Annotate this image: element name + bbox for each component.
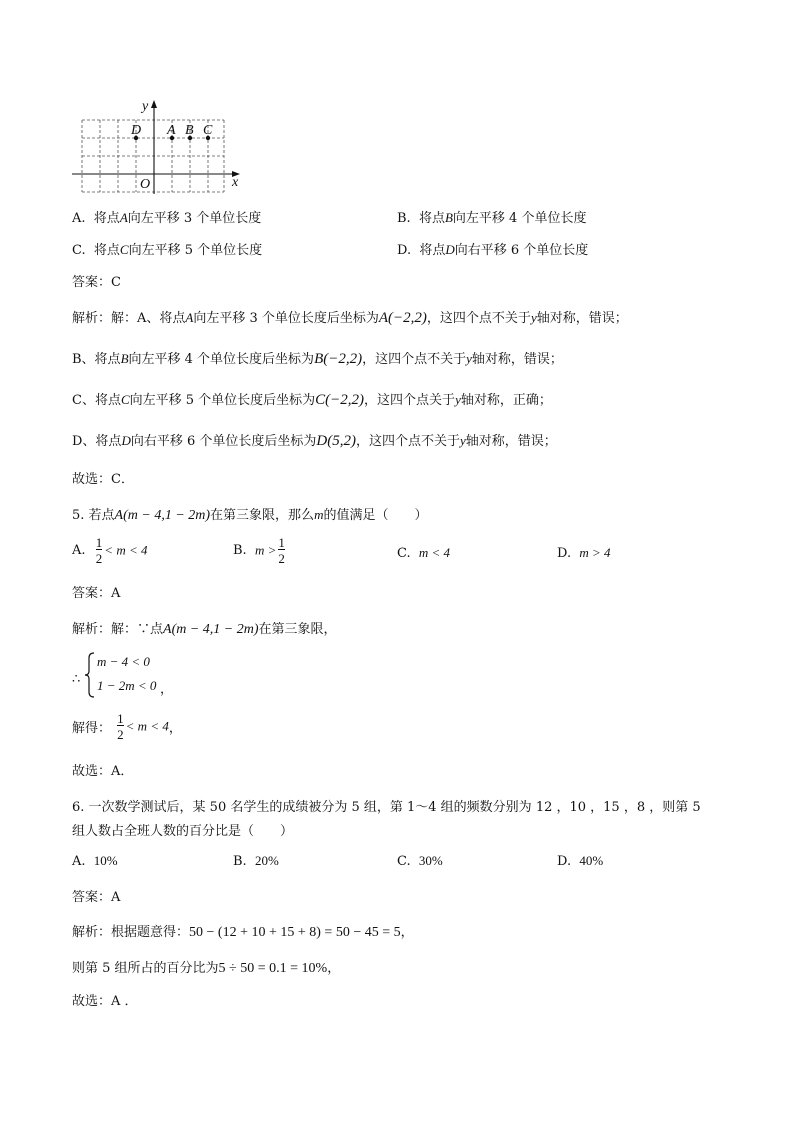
q4-option-b (397, 207, 586, 226)
y-axis-arrow-icon (151, 100, 157, 108)
fraction (278, 536, 285, 565)
var: D (121, 433, 131, 448)
q4-analysis-line-b (72, 348, 563, 368)
coordinate-grid-figure (68, 96, 248, 196)
q4-option-c (72, 239, 262, 258)
denominator: 2 (117, 727, 124, 742)
text: D、将点 (72, 434, 122, 449)
text: ，这四个点不关于 (355, 434, 460, 449)
option-text: 将点 (93, 211, 120, 226)
coordinate: A(−2,2) (378, 310, 427, 326)
text: 在第三象限， (258, 622, 337, 637)
q6-option-c (397, 853, 443, 869)
text: B、将点 (72, 352, 121, 367)
q4-answer: 答案：C (72, 275, 121, 290)
inequality: < m < 4 (104, 542, 148, 558)
text: C、将点 (72, 393, 121, 408)
numerator: 1 (278, 535, 285, 550)
q6-option-a (72, 853, 118, 869)
option-letter: B. (397, 211, 411, 226)
text: 向左平移 3 个单位长度后坐标为 (193, 311, 379, 326)
text: 解析：解：A、将点 (72, 311, 186, 326)
text: ，这四个点关于 (364, 393, 456, 408)
numerator: 1 (117, 711, 124, 726)
therefore-symbol: ∴ (72, 672, 81, 687)
text: 轴对称，错误； (465, 434, 557, 449)
label-a: A (167, 123, 176, 138)
text: ， (400, 925, 414, 940)
option-letter: A. (72, 211, 86, 226)
option-letter: A. (72, 543, 86, 558)
expression: 50 − (12 + 10 + 15 + 8) = 50 − 45 = 5 (189, 925, 401, 940)
point-expression: A(m − 4,1 − 2m) (114, 508, 211, 523)
option-letter: B. (233, 543, 247, 558)
q5-option-a (72, 536, 147, 565)
q5-analysis (72, 618, 337, 638)
var: A (185, 310, 194, 325)
system-comma: ， (160, 682, 174, 697)
option-letter: C. (397, 854, 411, 869)
inequality: m > 4 (579, 545, 611, 560)
q4-conclusion: 故选：C． (72, 472, 134, 487)
text: 在第三象限，那么 (210, 508, 315, 523)
q6-analysis (72, 921, 414, 941)
option-letter: D. (397, 243, 412, 258)
option-text: 向左平移 4 个单位长度 (452, 211, 587, 226)
var: m (314, 507, 324, 522)
q5-conclusion: 故选：A． (72, 764, 134, 779)
coordinate: C(−2,2) (315, 392, 365, 408)
expression: 5 ÷ 50 = 0.1 = 10% (218, 961, 328, 976)
option-var: B (444, 210, 453, 225)
text: 解析：根据题意得： (72, 925, 190, 940)
system-equation-2: 1 − 2m < 0 (97, 678, 157, 693)
inequality: m < 4 (418, 545, 451, 560)
text: 解得： (72, 721, 112, 736)
text: 轴对称，错误； (471, 352, 563, 367)
q4-analysis-line-c (72, 389, 552, 409)
var: B (120, 351, 129, 366)
text: 则第 5 组所占的百分比为 (72, 961, 219, 976)
q6-ratio (72, 957, 340, 977)
option-var: C (119, 242, 129, 257)
text: 轴对称，正确； (460, 393, 552, 408)
label-x-axis: x (232, 175, 239, 190)
text: 解析：解：∵点 (72, 622, 164, 637)
q4-option-d (397, 239, 588, 258)
option-value: 40% (579, 853, 604, 868)
q6-option-b (233, 853, 279, 869)
option-letter: A. (72, 854, 86, 869)
label-y-axis: y (142, 99, 149, 114)
text: 向左平移 4 个单位长度后坐标为 (128, 352, 315, 367)
q4-analysis-line-a (72, 307, 628, 327)
option-letter: C. (72, 243, 86, 258)
q6-answer: 答案：A (72, 890, 121, 905)
text: ， (168, 721, 182, 736)
option-value: 20% (254, 853, 279, 868)
var: y (459, 433, 466, 448)
denominator: 2 (95, 551, 103, 566)
option-var: A (119, 210, 128, 225)
text: 向左平移 5 个单位长度后坐标为 (129, 393, 316, 408)
coordinate: B(−2,2) (314, 351, 363, 367)
text: 轴对称，错误； (536, 311, 628, 326)
option-value: 10% (93, 853, 118, 868)
q6-stem-line-2: 组人数占全班人数的百分比是（ ） (72, 824, 294, 839)
text: 的值满足（ ） (323, 508, 428, 523)
option-text: 向左平移 3 个单位长度 (127, 211, 262, 226)
q6-option-d (557, 853, 603, 869)
q5-answer: 答案：A (72, 586, 121, 601)
inequality: m > (254, 542, 277, 558)
point-expression: A(m − 4,1 − 2m) (163, 622, 259, 637)
option-text: 向右平移 6 个单位长度 (454, 243, 589, 258)
q4-option-a (72, 207, 261, 226)
option-letter: B. (233, 854, 247, 869)
q5-option-c (397, 545, 450, 561)
label-origin: O (140, 177, 151, 192)
text: ，这四个点不关于 (362, 352, 467, 367)
denominator: 2 (278, 551, 285, 566)
inequality: < m < 4 (125, 718, 169, 734)
option-text: 向左平移 5 个单位长度 (128, 243, 263, 258)
q6-conclusion: 故选：A ． (72, 994, 138, 1009)
q4-analysis-line-d (72, 430, 557, 450)
fraction (96, 536, 103, 565)
q5-stem (72, 504, 427, 524)
label-c: C (203, 123, 213, 138)
q5-option-b (233, 536, 287, 565)
option-text: 将点 (93, 243, 120, 258)
coordinate: D(5,2) (316, 433, 356, 449)
system-brace (84, 652, 96, 698)
var: y (455, 392, 461, 407)
label-d: D (131, 123, 142, 138)
fraction (117, 712, 124, 741)
label-b: B (185, 123, 194, 138)
text: 向右平移 6 个单位长度后坐标为 (130, 434, 317, 449)
var: y (466, 351, 472, 366)
numerator: 1 (95, 535, 103, 550)
q6-stem-line-1: 6. 一次数学测试后，某 50 名学生的成绩被分为 5 组，第 1～4 组的频数分别为 12 ，10 ，15 ，8 ，则第 5 (72, 800, 701, 815)
text: ， (327, 961, 341, 976)
var: y (530, 310, 537, 325)
option-var: D (445, 242, 455, 257)
text: ，这四个点不关于 (426, 311, 531, 326)
text: 5. 若点 (72, 508, 115, 523)
q5-solution (72, 712, 182, 741)
system-equation-1: m − 4 < 0 (97, 654, 150, 669)
option-text: 将点 (419, 243, 446, 258)
option-letter: D. (557, 546, 572, 561)
var: C (120, 392, 130, 407)
option-value: 30% (418, 853, 443, 868)
option-text: 将点 (418, 211, 445, 226)
option-letter: D. (557, 854, 572, 869)
option-letter: C. (397, 546, 411, 561)
q5-option-d (557, 545, 611, 561)
